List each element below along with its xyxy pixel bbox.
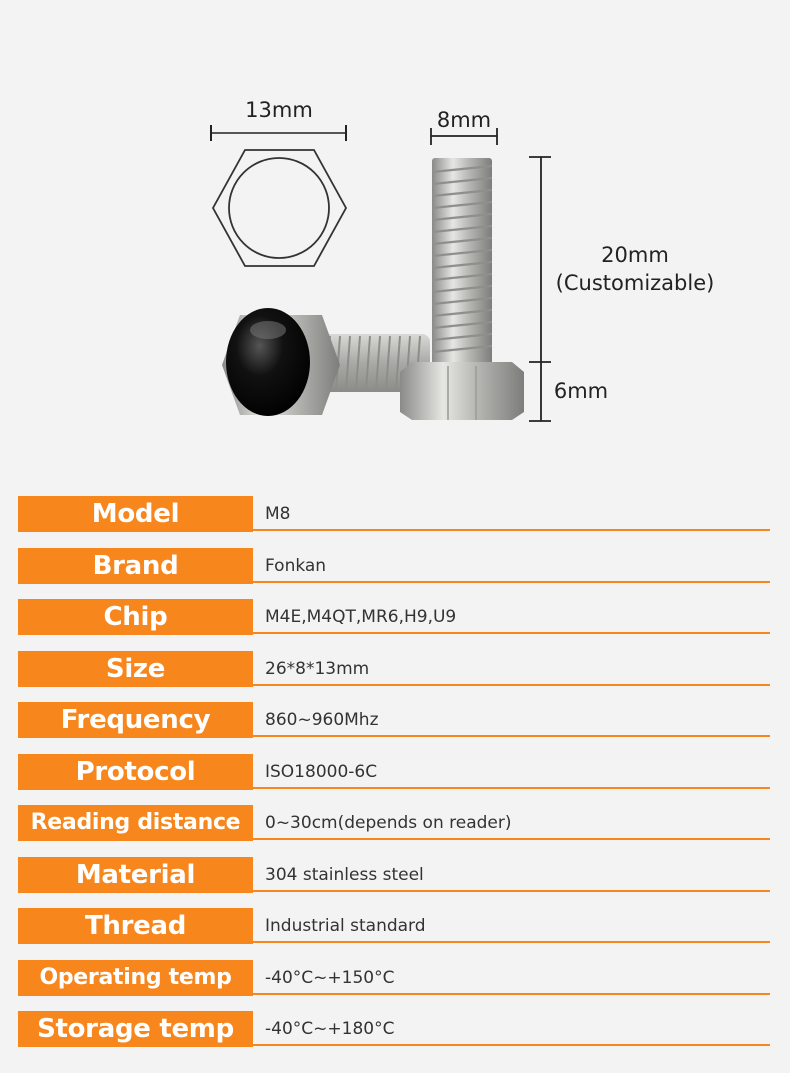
spec-value: 304 stainless steel: [265, 864, 424, 885]
spec-value: 0~30cm(depends on reader): [265, 813, 512, 833]
spec-divider: [253, 838, 770, 840]
spec-divider: [253, 529, 770, 531]
spec-divider: [253, 1044, 770, 1046]
spec-row-operating-temp: [18, 958, 770, 1010]
hex-head-top-view: [211, 125, 346, 266]
spec-row-protocol: [18, 752, 770, 804]
spec-value: -40°C~+150°C: [265, 967, 395, 988]
spec-row-brand: [18, 546, 770, 598]
spec-value: Industrial standard: [265, 916, 426, 936]
spec-row-material: [18, 855, 770, 907]
spec-value: M8: [265, 504, 291, 524]
spec-value: 26*8*13mm: [265, 658, 370, 679]
spec-label: Thread: [18, 908, 253, 944]
spec-value: M4E,M4QT,MR6,H9,U9: [265, 607, 457, 627]
spec-divider: [253, 684, 770, 686]
spec-value: Fonkan: [265, 555, 327, 576]
spec-label: Model: [18, 496, 253, 532]
spec-divider: [253, 993, 770, 995]
spec-divider: [253, 890, 770, 892]
spec-divider: [253, 941, 770, 943]
spec-label: Protocol: [18, 754, 253, 790]
spec-value: -40°C~+180°C: [265, 1019, 395, 1039]
spec-divider: [253, 735, 770, 737]
spec-row-frequency: [18, 700, 770, 752]
spec-row-size: [18, 649, 770, 701]
spec-row-reading-distance: [18, 803, 770, 855]
spec-value: ISO18000-6C: [265, 761, 378, 782]
spec-label: Chip: [18, 599, 253, 635]
product-figure: [0, 0, 790, 480]
spec-value: 860~960Mhz: [265, 710, 379, 730]
spec-label: Frequency: [18, 702, 253, 738]
head-width-label: 13mm: [245, 98, 313, 122]
thread-length-note: (Customizable): [555, 271, 715, 295]
bolt-illustration: [0, 0, 790, 480]
spec-row-chip: [18, 597, 770, 649]
thread-length-label: 20mm: [601, 243, 669, 267]
bolt-with-cap: [222, 308, 430, 416]
spec-label: Size: [18, 651, 253, 687]
bolt-standing: [400, 158, 524, 420]
spec-label: Operating temp: [18, 960, 253, 996]
spec-row-storage-temp: [18, 1009, 770, 1061]
thread-diameter-label: 8mm: [436, 108, 492, 132]
spec-divider: [253, 787, 770, 789]
spec-table: [18, 494, 770, 1061]
head-height-label: 6mm: [553, 379, 609, 403]
spec-divider: [253, 632, 770, 634]
spec-label: Reading distance: [18, 805, 253, 841]
spec-label: Storage temp: [18, 1011, 253, 1047]
spec-label: Material: [18, 857, 253, 893]
spec-row-thread: [18, 906, 770, 958]
spec-row-model: [18, 494, 770, 546]
spec-divider: [253, 581, 770, 583]
spec-label: Brand: [18, 548, 253, 584]
